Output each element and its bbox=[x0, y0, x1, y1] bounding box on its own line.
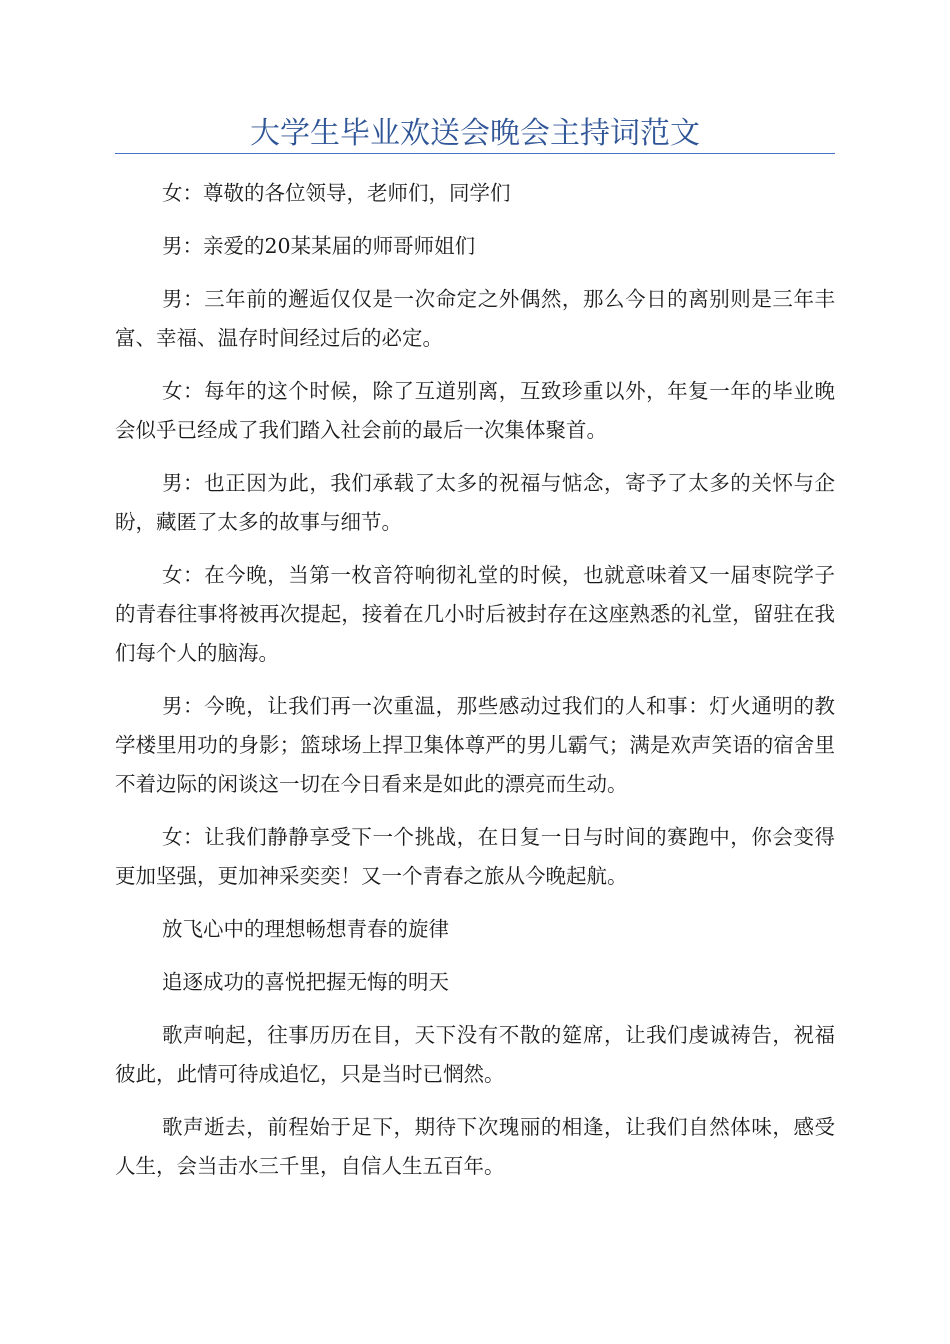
paragraph: 追逐成功的喜悦把握无悔的明天 bbox=[162, 970, 449, 994]
paragraph: 歌声响起，往事历历在目，天下没有不散的筵席，让我们虔诚祷告，祝福彼此，此情可待成追忆，只是当时已惘然。 bbox=[115, 1023, 835, 1086]
paragraph: 女：让我们静静享受下一个挑战，在日复一日与时间的赛跑中，你会变得更加坚强，更加神采奕奕！又一个青春之旅从今晚起航。 bbox=[115, 825, 835, 888]
paragraph: 女：尊敬的各位领导，老师们，同学们 bbox=[162, 181, 511, 205]
title-underline bbox=[115, 153, 835, 154]
paragraph: 歌声逝去，前程始于足下，期待下次瑰丽的相逢，让我们自然体味，感受人生，会当击水三千里，自信人生五百年。 bbox=[115, 1115, 835, 1178]
document-body bbox=[115, 174, 835, 1200]
paragraph: 放飞心中的理想畅想青春的旋律 bbox=[162, 917, 449, 941]
paragraph: 男：亲爱的20某某届的师哥师姐们 bbox=[162, 234, 476, 258]
page-title: 大学生毕业欢送会晚会主持词范文 bbox=[250, 116, 700, 151]
paragraph: 男：三年前的邂逅仅仅是一次命定之外偶然，那么今日的离别则是三年丰富、幸福、温存时间经过后的必定。 bbox=[115, 287, 835, 350]
paragraph: 女：每年的这个时候，除了互道别离，互致珍重以外，年复一年的毕业晚会似乎已经成了我们踏入社会前的最后一次集体聚首。 bbox=[115, 379, 835, 442]
paragraph: 男：今晚，让我们再一次重温，那些感动过我们的人和事：灯火通明的教学楼里用功的身影；篮球场上捍卫集体尊严的男儿霸气；满是欢声笑语的宿舍里不着边际的闲谈这一切在今日看来是如此的漂亮而生动。 bbox=[115, 694, 835, 796]
paragraph: 女：在今晚，当第一枚音符响彻礼堂的时候，也就意味着又一届枣院学子的青春往事将被再次提起，接着在几小时后被封存在这座熟悉的礼堂，留驻在我们每个人的脑海。 bbox=[115, 563, 835, 665]
paragraph: 男：也正因为此，我们承载了太多的祝福与惦念，寄予了太多的关怀与企盼，藏匿了太多的故事与细节。 bbox=[115, 471, 835, 534]
